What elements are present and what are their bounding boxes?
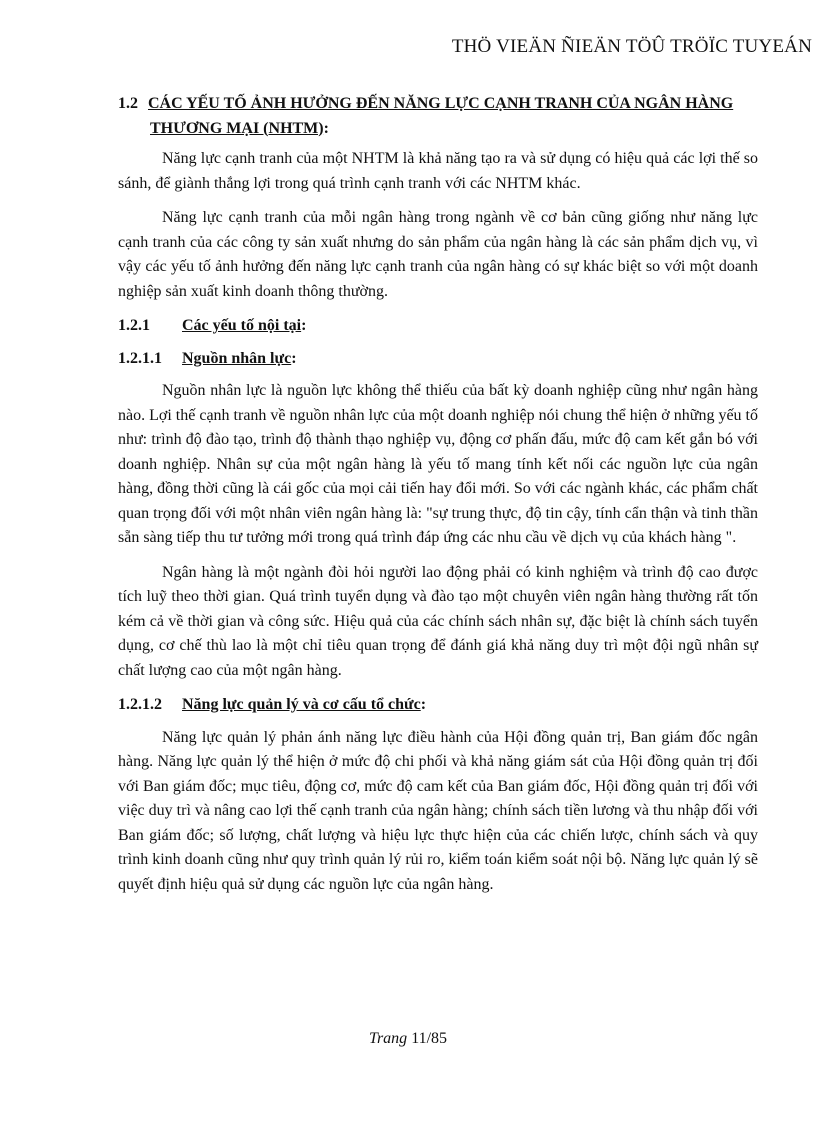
page-label: Trang bbox=[368, 1030, 408, 1047]
section-heading-1-2-1-1 bbox=[118, 347, 758, 372]
section-heading-1-2-1 bbox=[118, 314, 758, 339]
page-footer bbox=[0, 1030, 816, 1048]
section-title-line2: THƯƠNG MẠI (NHTM) bbox=[150, 119, 324, 137]
running-header: THÖ VIEÄN ÑIEÄN TÖÛ TRÖÏC TUYEÁN bbox=[451, 36, 812, 57]
paragraph: Năng lực cạnh tranh của một NHTM là khả năng tạo ra và sử dụng có hiệu quả các lợi thế so sánh, để giành thắng lợi trong quá trình cạnh tranh với các NHTM khác. bbox=[118, 150, 758, 192]
section-title: Nguồn nhân lực bbox=[182, 349, 292, 367]
section-title-colon: : bbox=[291, 349, 297, 367]
paragraph: Nguồn nhân lực là nguồn lực không thể thiếu của bất kỳ doanh nghiệp cũng như ngân hàng nào. Lợi thế cạnh tranh về nguồn nhân lực của một doanh nghiệp nói chung thể hiện ở những yếu tố như: trình độ đào tạo, trình độ thành thạo nghiệp vụ, động cơ phấn đấu, mức độ cam kết gắn bó với doanh nghiệp. Nhân sự của một ngân hàng là yếu tố mang tính kết nối các nguồn lực của ngân hàng, đồng thời cũng là cái gốc của mọi cải tiến hay đổi mới. So với các ngành khác, các phẩm chất quan trọng đối với một nhân viên ngân hàng là: "sự trung thực, độ tin cậy, tính cẩn thận và tinh thần sẵn sàng tiếp thu tư tưởng mới trong quá trình đáp ứng các nhu cầu về dịch vụ của khách hàng ". bbox=[118, 382, 758, 546]
section-title-colon: : bbox=[301, 317, 307, 334]
section-title: Năng lực quản lý và cơ cấu tổ chức bbox=[182, 696, 421, 713]
section-heading-1-2 bbox=[118, 92, 758, 141]
section-number: 1.2.1.1 bbox=[118, 349, 162, 367]
section-heading-1-2-1-2 bbox=[118, 693, 758, 718]
section-title-colon: : bbox=[420, 696, 427, 713]
paragraph: Năng lực quản lý phản ánh năng lực điều hành của Hội đồng quản trị, Ban giám đốc ngân hàng. Năng lực quản lý thể hiện ở mức độ chi phối và khả năng giám sát của Hội đồng quản trị đối với Ban giám đốc; mục tiêu, động cơ, mức độ cam kết của Ban giám đốc, Hội đồng quản trị đối với việc duy trì và nâng cao lợi thế cạnh tranh của ngân hàng; chính sách tiền lương và thu nhập đối với Ban giám đốc; số lượng, chất lượng và hiệu lực thực hiện của các chiến lược, chính sách và quy trình kinh doanh cũng như quy trình quản lý rủi ro, kiểm toán kiểm soát nội bộ. Năng lực quản lý sẽ quyết định hiệu quả sử dụng các nguồn lực của ngân hàng. bbox=[118, 728, 758, 893]
page-content bbox=[118, 92, 758, 907]
paragraph: Năng lực cạnh tranh của mỗi ngân hàng trong ngành về cơ bản cũng giống như năng lực cạnh tranh của các công ty sản xuất nhưng do sản phẩm của ngân hàng là các sản phẩm dịch vụ, vì vậy các yếu tố ảnh hưởng đến năng lực cạnh tranh của ngân hàng có sự khác biệt so với một doanh nghiệp sản xuất kinh doanh thông thường. bbox=[118, 209, 758, 300]
page-number: 11/85 bbox=[411, 1030, 448, 1047]
paragraph: Ngân hàng là một ngành đòi hỏi người lao động phải có kinh nghiệm và trình độ cao được tích luỹ theo thời gian. Quá trình tuyển dụng và đào tạo một chuyên viên ngân hàng thường rất tốn kém cả về thời gian và công sức. Hiệu quả của các chính sách nhân sự, đặc biệt là chính sách tuyển dụng, cơ chế thù lao là một chỉ tiêu quan trọng để đánh giá khả năng duy trì một đội ngũ nhân sự chất lượng cao của một ngân hàng. bbox=[118, 563, 758, 679]
section-title-line1: CÁC YẾU TỐ ẢNH HƯỞNG ĐẾN NĂNG LỰC CẠNH TRANH CỦA NGÂN HÀNG bbox=[148, 95, 734, 112]
section-title: Các yếu tố nội tại bbox=[182, 317, 302, 334]
section-number: 1.2.1.2 bbox=[118, 696, 162, 713]
section-title-colon: : bbox=[323, 119, 329, 137]
section-number: 1.2 bbox=[118, 95, 138, 112]
section-number: 1.2.1 bbox=[118, 317, 150, 334]
